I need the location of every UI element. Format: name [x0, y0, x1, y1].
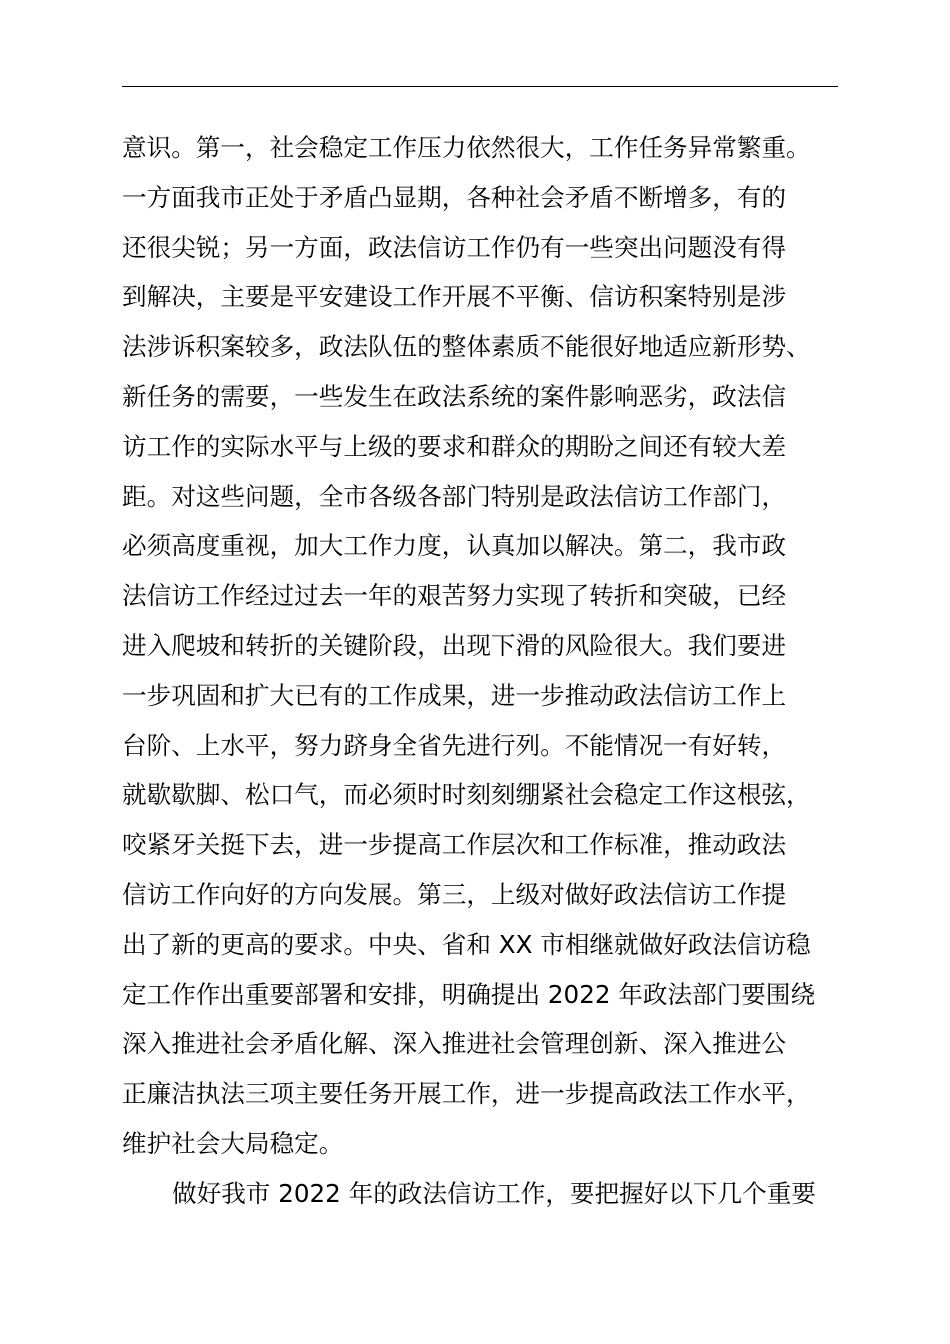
text-line: 信访工作向好的方向发展。第三，上级对做好政法信访工作提 — [122, 879, 787, 909]
text-line: 访工作的实际水平与上级的要求和群众的期盼之间还有较大差 — [122, 431, 787, 461]
text-line: 还很尖锐；另一方面，政法信访工作仍有一些突出问题没有得 — [122, 232, 787, 262]
text-line: 一方面我市正处于矛盾凸显期，各种社会矛盾不断增多，有的 — [122, 182, 787, 212]
text-line: 维护社会大局稳定。 — [122, 1128, 344, 1158]
text-line: 就歇歇脚、松口气，而必须时时刻刻绷紧社会稳定工作这根弦， — [122, 780, 811, 810]
text-line: 必须高度重视，加大工作力度，认真加以解决。第二，我市政 — [122, 531, 787, 561]
header-rule — [122, 86, 838, 87]
text-line: 定工作作出重要部署和安排，明确提出 2022 年政法部门要围绕 — [122, 979, 816, 1009]
text-line: 意识。第一，社会稳定工作压力依然很大，工作任务异常繁重。 — [122, 133, 811, 162]
text-line: 出了新的更高的要求。中央、省和 XX 市相继就做好政法信访稳 — [122, 929, 811, 959]
text-line: 深入推进社会矛盾化解、深入推进社会管理创新、深入推进公 — [122, 1029, 787, 1059]
text-line: 法信访工作经过过去一年的艰苦努力实现了转折和突破，已经 — [122, 581, 787, 611]
text-line: 进入爬坡和转折的关键阶段，出现下滑的风险很大。我们要进 — [122, 630, 787, 660]
text-line: 台阶、上水平，努力跻身全省先进行列。不能情况一有好转， — [122, 730, 787, 760]
document-body — [122, 128, 882, 1224]
text-line: 一步巩固和扩大已有的工作成果，进一步推动政法信访工作上 — [122, 680, 787, 710]
text-line: 新任务的需要，一些发生在政法系统的案件影响恶劣，政法信 — [122, 381, 787, 411]
text-line: 法涉诉积案较多，政法队伍的整体素质不能很好地适应新形势、 — [122, 332, 811, 362]
text-line: 距。对这些问题，全市各级各部门特别是政法信访工作部门， — [122, 481, 787, 511]
text-line: 正廉洁执法三项主要任务开展工作，进一步提高政法工作水平， — [122, 1079, 811, 1109]
text-line: 咬紧牙关挺下去，进一步提高工作层次和工作标准，推动政法 — [122, 830, 787, 860]
paragraph-start-line: 做好我市 2022 年的政法信访工作，要把握好以下几个重要 — [172, 1178, 816, 1208]
text-line: 到解决，主要是平安建设工作开展不平衡、信访积案特别是涉 — [122, 282, 787, 312]
